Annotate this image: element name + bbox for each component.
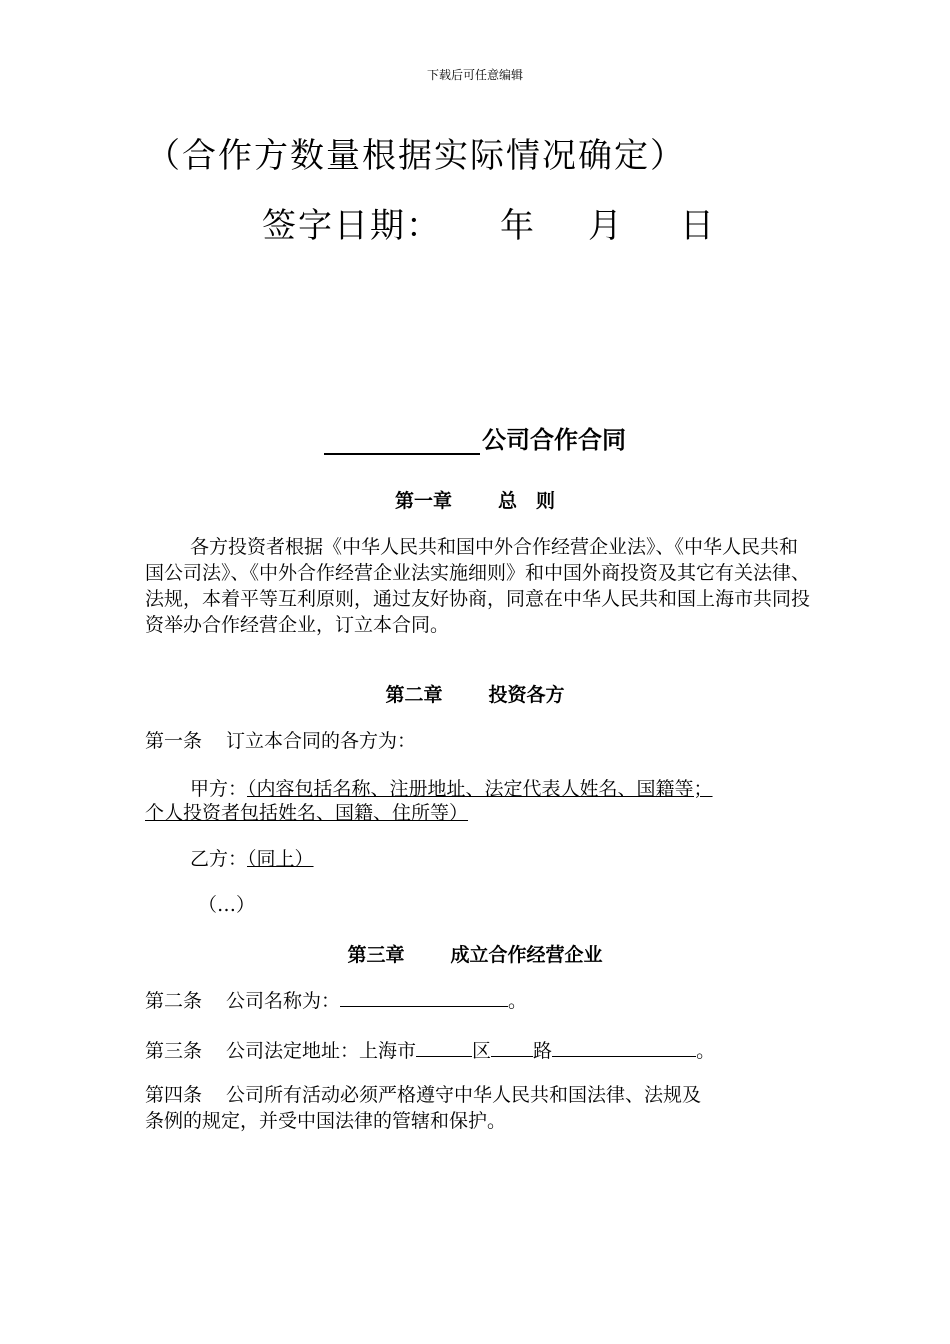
party-b: 乙方：（同上） [190, 848, 314, 870]
date-label: 签字日期： [262, 206, 442, 246]
month-label: 月 [588, 206, 624, 246]
chapter-3-heading: 第三章 成立合作经营企业 [347, 944, 603, 966]
party-a-details: （内容包括名称、注册地址、法定代表人姓名、国籍等； [247, 778, 713, 800]
contract-title: 公司合作合同 [0, 420, 950, 455]
party-b-details: （同上） [247, 848, 314, 870]
address-number-field[interactable] [552, 1036, 696, 1057]
party-a-details-cont: 个人投资者包括姓名、国籍、住所等） [145, 802, 469, 824]
chapter-1-text: 各方投资者根据《中华人民共和国中外合作经营企业法》、《中华人民共和国公司法》、《中外合作经营企业法实施细则》和中国外商投资及其它有关法律、法规，本着平等互利原则，通过友好协商，同意在中华人民共和国上海市共同投资举办合作经营企业，订立本合同。 [145, 536, 811, 636]
company-name-blank [324, 427, 480, 455]
signature-date [262, 198, 716, 247]
road-field[interactable] [491, 1036, 533, 1057]
ellipsis: （…） [198, 894, 256, 916]
district-field[interactable] [416, 1036, 472, 1057]
article-4-cont: 条例的规定，并受中国法律的管辖和保护。 [145, 1110, 507, 1132]
chapter-2-heading: 第二章 投资各方 [385, 684, 565, 706]
year-label: 年 [500, 206, 536, 246]
article-2: 第二条 公司名称为： 。 [145, 986, 527, 1014]
parties-note: （合作方数量根据实际情况确定） [146, 136, 686, 176]
article-4: 第四条 公司所有活动必须严格遵守中华人民共和国法律、法规及 [145, 1084, 702, 1106]
article-3: 第三条 公司法定地址：上海市 区 路 。 [145, 1036, 715, 1064]
chapter-1-heading: 第一章 总 则 [394, 490, 556, 512]
article-1: 第一条 订立本合同的各方为： [145, 730, 417, 752]
header-note: 下载后可任意编辑 [426, 68, 523, 82]
party-a: 甲方：（内容包括名称、注册地址、法定代表人姓名、国籍等； [190, 778, 713, 800]
company-name-field[interactable] [340, 986, 508, 1007]
day-label: 日 [680, 206, 716, 246]
